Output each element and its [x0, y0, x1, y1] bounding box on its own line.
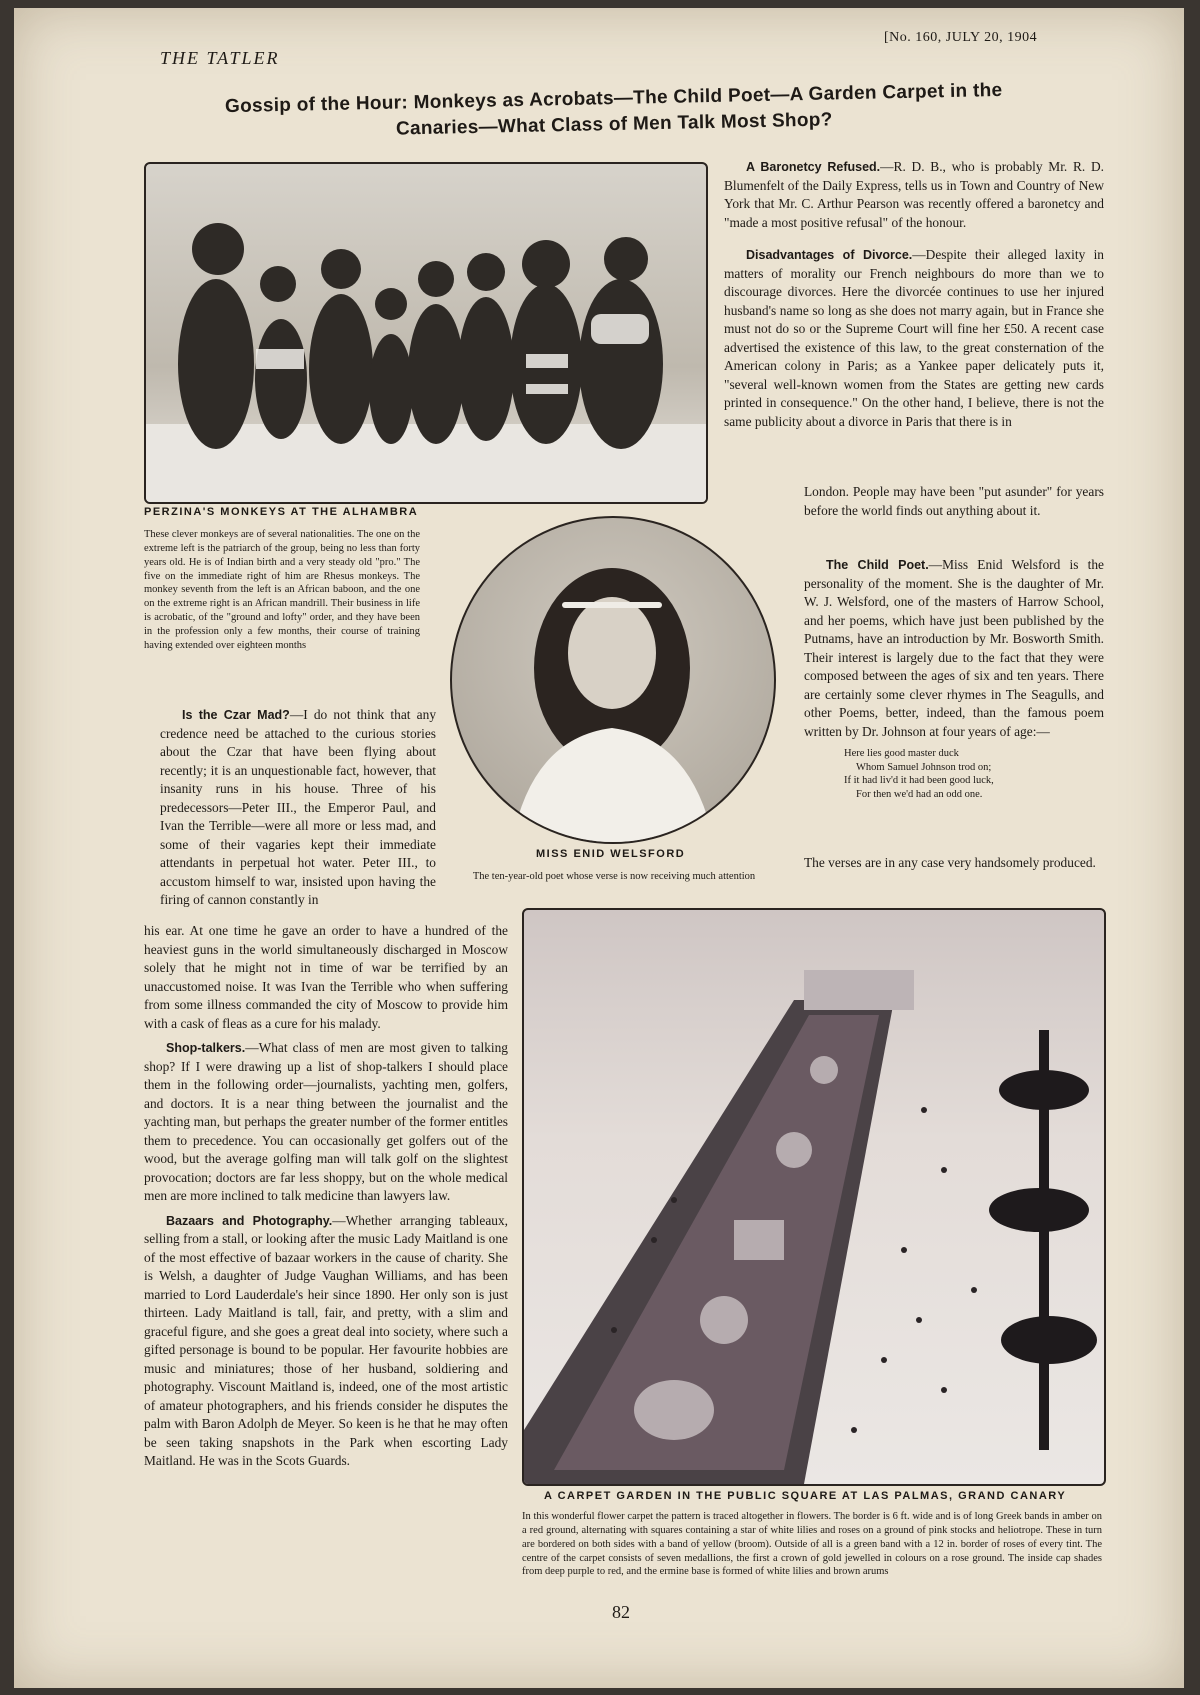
portrait-illustration: [452, 518, 774, 842]
article-czar: Is the Czar Mad?—I do not think that any credence need be attached to the curious stories about the Czar that have been flying about recently; it is an unquestionable fact, however, that insanity runs in his house. Three of his predecessors—Peter III., the Emperor Paul, and Ivan the Terrible—were all more or less mad, and some of their vagaries kept their immediate attendants in perpetual hot water. Peter III., to accustom himself to war, insisted upon having the firing of cannon constantly in: [160, 707, 437, 907]
monkeys-caption-title: PERZINA'S MONKEYS AT THE ALHAMBRA: [144, 506, 419, 518]
divorce-continued: London. People may have been "put asunder" for years before the world finds out anything about it.: [804, 484, 1104, 518]
article-bazaars: Bazaars and Photography.—Whether arranging tableaux, selling from a stall, or looking after the music Lady Maitland is one of the most effective of bazaar workers in the cause of charity. She is Welsh, a daughter of Judge Vaughan Williams, and has been married to Lord Lauderdale's heir since 1890. Her only son is just thirteen. Lady Maitland is tall, fair, and pretty, with a slim and graceful figure, and she goes a great deal into society, where such a gifted personage is bound to be popular. Her favourite hobbies are music and miniatures; those of her husband, soldiering and photography. Viscount Maitland is, indeed, one of the most artistic of amateur photographers, and his friends consider he disputes the palm with Baron Adolph de Meyer. So keen is he that he may often be seen taking snapshots in the Park when escorting Lady Maitland. He was in the Scots Guards.: [144, 1212, 508, 1468]
heading-baronetcy: A Baronetcy Refused.: [746, 160, 881, 174]
left-column-lower: [144, 922, 508, 1477]
magazine-page: [14, 8, 1184, 1688]
heading-divorce: Disadvantages of Divorce.: [746, 248, 913, 262]
carpet-caption: In this wonderful flower carpet the pattern is traced altogether in flowers. The border is 6 ft. wide and is of long Greek bands in amber on a red ground, alternating with squares containing a star of white lilies and roses on a ground of pink stocks and heliotrope. These in turn are bordered on both sides with a band of yellow (broom). Outside of all is a green band with a 12 in. border of roses of every tint. The centre of the carpet consists of seven medallions, the first a crown of gold jewelled in colours on a rose ground. The inside cap shades from deep purple to red, and the ermine base is formed of white lilies and brown arums: [522, 1511, 1102, 1578]
headline-line-1: Gossip of the Hour: Monkeys as Acrobats—The Child Poet—A Garden Carpet in the: [224, 79, 1003, 118]
carpet-illustration: [524, 910, 1104, 1484]
heading-shop: Shop-talkers.: [166, 1041, 246, 1055]
article-shop: Shop-talkers.—What class of men are most given to talking shop? If I were drawing up a list of shop-talkers I should place them in the following order—journalists, yachting men, golfers, and doctors. It is a near thing between the journalist and the yachting man, but perhaps the greater number of the former entitles them to precedence. You can occasionally get golfers out of the wood, but the average golfing man will talk golf on the slightest provocation; doctors are far less shoppy, but on the whole medical men are more inclined to talk medicine than lawyers law.: [144, 1040, 508, 1203]
issue-date: [No. 160, JULY 20, 1904: [884, 30, 1038, 45]
heading-child-poet: The Child Poet.: [826, 558, 929, 572]
johnson-poem: Here lies good master duck Whom Samuel Johnson trod on; If it had liv'd it had been good luck, For then we'd had an odd one.: [844, 748, 994, 800]
czar-continued: his ear. At one time he gave an order to have a hundred of the heaviest guns in the world simultaneously discharged in Moscow solely that he might not in time of war be terrified by an unaccustomed noise. It was Ivan the Terrible who when suffering from some illness commanded the city of Moscow to provide him with a cask of fleas as a cure for his malady.: [144, 923, 508, 1031]
page-headline: [134, 76, 1095, 147]
article-child-poet: The Child Poet.—Miss Enid Welsford is the personality of the moment. She is the daughter of Mr. W. J. Welsford, one of the masters of Harrow School, and her poems, which have just been published by the Putnams, have an introduction by Mr. Bosworth Smith. Their interest is largely due to the fact that they were composed between the ages of six and ten years. There are certainly some clever rhymes in The Seagulls, and other Poems, better, indeed, than the famous poem written by Dr. Johnson at four years of age:— Here lies good master duck Whom Samuel Johnson trod on; If it had liv'd it had been good luck, For then we'd had an odd one.: [804, 557, 1104, 800]
right-column-top: [724, 158, 1104, 437]
carpet-photo: [522, 908, 1106, 1486]
monkeys-photo: [144, 162, 708, 504]
monkeys-illustration: [146, 164, 706, 502]
portrait-caption-title: MISS ENID WELSFORD: [536, 848, 686, 860]
monkeys-caption: These clever monkeys are of several nationalities. The one on the extreme left is the patriarch of the group, being no less than forty years old. He is of Indian birth and a very steady old "pro." The five on the immediate right of him are Rhesus monkeys. The monkey seventh from the left is an African baboon, and the one on the extreme right is an African mandrill. Their business in life is acrobatic, of the "ground and lofty" order, and they have been in the profession only a few months, their course of training having extended over eighteen months: [144, 529, 420, 651]
article-baronetcy: A Baronetcy Refused.—R. D. B., who is probably Mr. R. D. Blumenfelt of the Daily Express, tells us in Town and Country of New York that Mr. C. Arthur Pearson was recently offered a baronetcy and "made a most positive refusal" of the honour.: [724, 159, 1104, 230]
article-divorce: Disadvantages of Divorce.—Despite their alleged laxity in matters of morality our French neighbours do more than we to discourage divorces. Here the divorcée continues to use her injured husband's name so long as she does not marry again, but in France she must not do so or the Supreme Court will fine her £50. A recent case advertised the existence of this law, to the great consternation of the American colony in Paris; as a Yankee paper delicately puts it, "several well-known women from the States are getting new cards printed in consequence." On the other hand, I believe, there is not the same publicity about a divorce in Paris that there is in: [724, 247, 1105, 429]
publication-title: THE TATLER: [160, 48, 280, 68]
heading-czar: Is the Czar Mad?: [182, 708, 290, 722]
heading-bazaars: Bazaars and Photography.: [166, 1213, 333, 1228]
child-poet-closing: The verses are in any case very handsomely produced.: [804, 855, 1096, 870]
portrait-caption: The ten-year-old poet whose verse is now receiving much attention: [472, 871, 756, 882]
headline-line-2: Canaries—What Class of Men Talk Most Shop?: [395, 109, 833, 140]
page-number: 82: [612, 1602, 630, 1622]
portrait-photo: [450, 516, 776, 844]
carpet-caption-title: A CARPET GARDEN IN THE PUBLIC SQUARE AT LAS PALMAS, GRAND CANARY: [544, 1490, 1067, 1502]
